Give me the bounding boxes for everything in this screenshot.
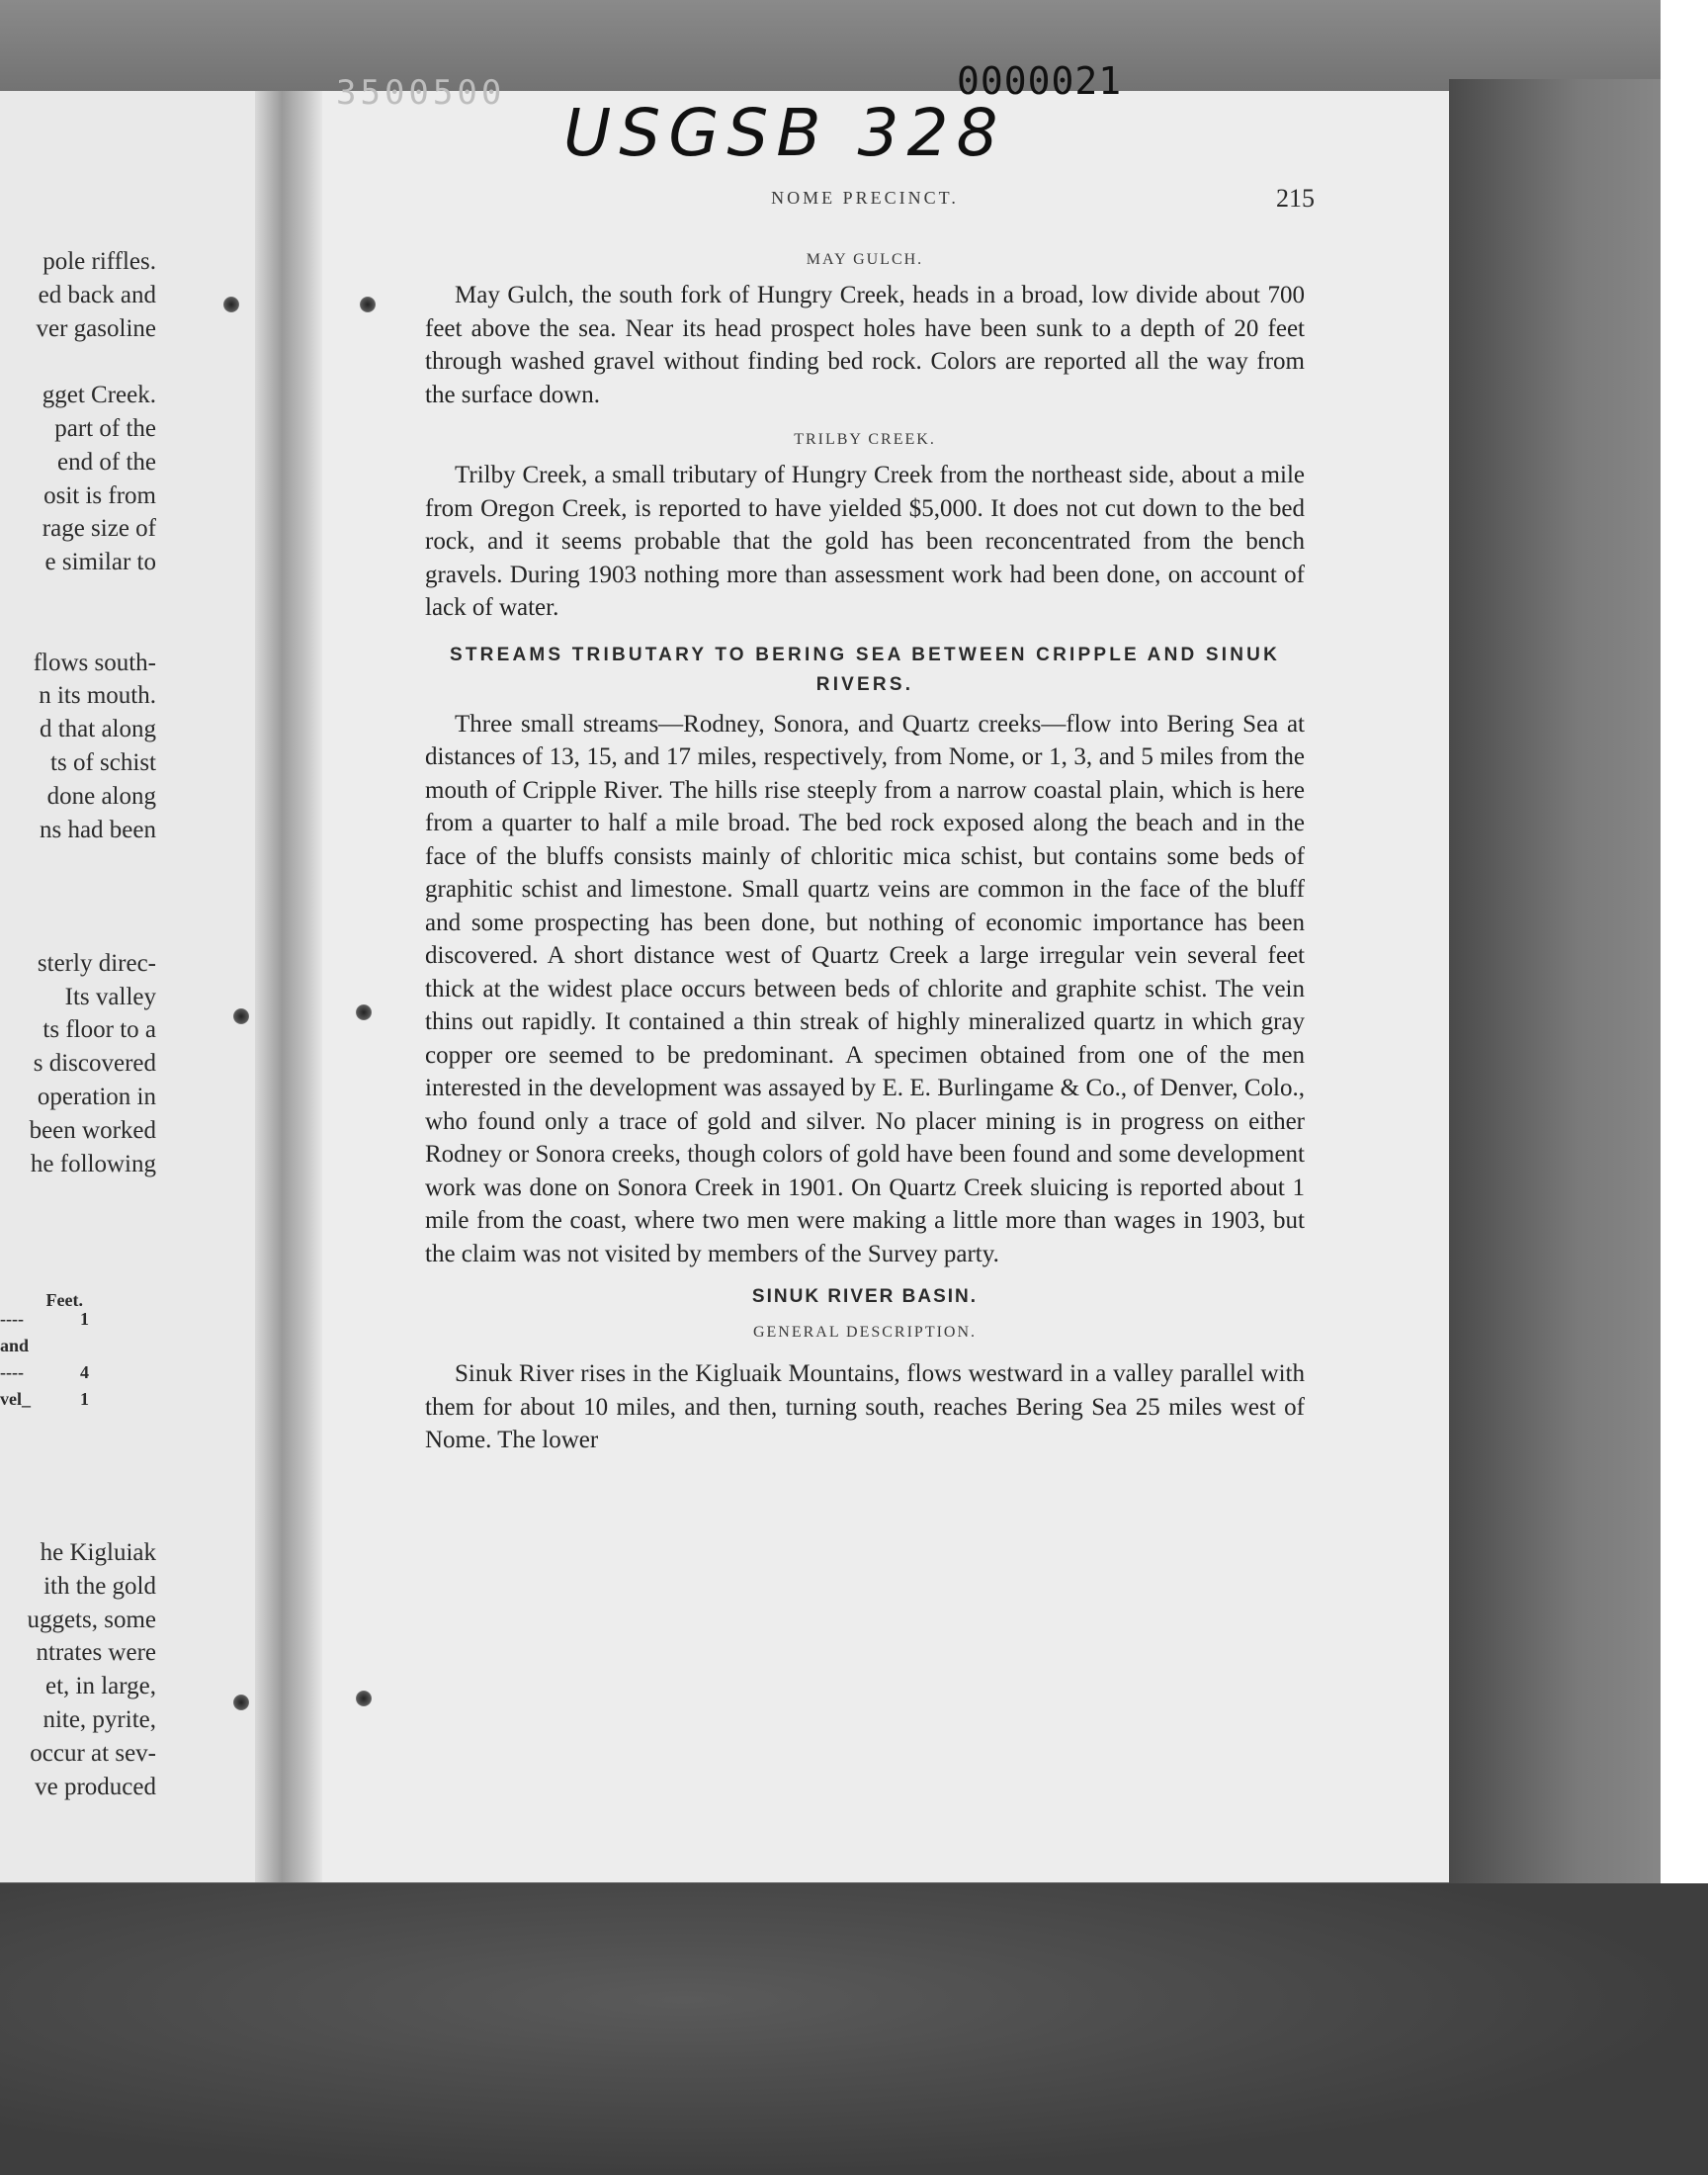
facing-page-line: done along	[46, 782, 156, 810]
facing-page-line: d that along	[39, 716, 156, 743]
section-subhead: TRILBY CREEK.	[794, 431, 936, 448]
page-number: 215	[1276, 184, 1315, 213]
facing-page-line: ts floor to a	[43, 1016, 156, 1044]
section-subhead: GENERAL DESCRIPTION.	[752, 1324, 978, 1341]
facing-page-line: et, in large,	[45, 1673, 156, 1700]
binding-hole	[356, 1691, 372, 1706]
facing-page-line: ntrates were	[36, 1639, 156, 1667]
facing-table-label: vel_	[0, 1389, 31, 1409]
facing-table-value: 4	[80, 1362, 89, 1382]
scan-background-bottom	[0, 1883, 1708, 2175]
facing-page-line: Its valley	[64, 983, 156, 1010]
handwritten-code: USGSB 328	[563, 95, 1006, 171]
facing-page-line: pole riffles.	[43, 248, 156, 275]
book-gutter-shadow	[255, 91, 300, 1882]
facing-page-line: gget Creek.	[42, 382, 156, 409]
facing-page-line: end of the	[57, 448, 156, 476]
running-head	[425, 184, 1315, 218]
facing-page-line: he Kigluiak	[40, 1539, 156, 1566]
stamped-number: 0000021	[957, 59, 1123, 103]
facing-table-label: ----	[0, 1309, 24, 1329]
binding-hole	[233, 1695, 249, 1710]
facing-page-line: been worked	[29, 1116, 156, 1144]
facing-page-line: part of the	[54, 415, 156, 442]
scan-margin-right	[1661, 0, 1708, 2175]
binding-hole	[356, 1004, 372, 1020]
facing-page-line: osit is from	[43, 481, 156, 509]
facing-page-line: e similar to	[44, 549, 156, 576]
facing-page-line: flows south-	[33, 649, 156, 676]
facing-page-line: ns had been	[39, 816, 156, 843]
facing-page-line: uggets, some	[27, 1606, 156, 1633]
binding-hole	[223, 297, 239, 312]
facing-page-line: he following	[30, 1150, 156, 1177]
paragraph: May Gulch, the south fork of Hungry Creek, heads in a broad, low divide about 700 feet above the sea. Near its head prospect holes have been sunk to a depth of 20 feet through washed gravel without finding bed rock. Colors are reported all the way from the surface down.	[425, 282, 1305, 408]
paragraph: Trilby Creek, a small tributary of Hungry Creek from the northeast side, about a mile from Oregon Creek, is reported to have yielded $5,000. It does not cut down to the bed rock, and it seems probable that the gold has been reconcentrated from the bench gravels. During 1903 nothing more than assessment work had been done, on account of lack of water.	[425, 462, 1305, 621]
facing-table-row	[0, 1309, 89, 1330]
facing-page-line: rage size of	[42, 515, 156, 543]
facing-table-row	[0, 1336, 89, 1356]
facing-page	[0, 91, 295, 1882]
facing-table-value: 1	[80, 1309, 89, 1329]
paragraph: Three small streams—Rodney, Sonora, and Quartz creeks—flow into Bering Sea at distances of 13, 15, and 17 miles, respectively, from Nome, or 1, 3, and 5 miles from the mouth of Cripple River. The hills rise steeply from a narrow coastal plain, which is here from a quarter to half a mile broad. The bed rock exposed along the beach and in the face of the bluffs consists mainly of chloritic mica schist, but contains some beds of graphitic schist and limestone. Small quartz veins are common in the face of the bluff and some prospecting has been done, but nothing of economic importance has been discovered. A short distance west of Quartz Creek a large irregular vein several feet thick at the widest place occurs between beds of chlorite and graphite schist. The vein thins out rapidly. It contained a thin streak of highly mineralized quartz in which gray copper ore seemed to be predominant. A specimen obtained from one of the men interested in the development was assayed by E. E. Burlingame & Co., of Denver, Colo., who found only a trace of gold and silver. No placer mining is in progress on either Rodney or Sonora creeks, though colors of gold have been found and some development work was done on Sonora Creek in 1901. On Quartz Creek sluicing is reported about 1 mile from the coast, where two men were making a little more than wages in 1903, but the claim was not visited by members of the Survey party.	[425, 710, 1305, 1267]
facing-table-value: 1	[80, 1389, 89, 1409]
facing-table-label: and	[0, 1336, 30, 1355]
facing-page-line: occur at sev-	[30, 1739, 156, 1767]
facing-page-line: operation in	[37, 1084, 156, 1110]
facing-table-label: ----	[0, 1362, 24, 1382]
facing-page-line: ts of schist	[50, 749, 156, 776]
binding-hole	[360, 297, 376, 312]
facing-table-row	[0, 1362, 89, 1383]
facing-page-line: ve produced	[35, 1773, 156, 1800]
facing-page-line: ver gasoline	[36, 314, 156, 342]
section-heading: STREAMS TRIBUTARY TO BERING SEA BETWEEN CRIPPLE AND SINUK RIVERS.	[449, 644, 1281, 695]
facing-page-line: ith the gold	[43, 1572, 156, 1600]
page-fold	[300, 91, 322, 1882]
section-heading: SINUK RIVER BASIN.	[751, 1286, 979, 1307]
faint-stamp-number: 3500500	[336, 73, 506, 113]
facing-page-line: sterly direc-	[37, 949, 156, 977]
page-content	[425, 245, 1305, 1457]
facing-page-line: s discovered	[33, 1050, 156, 1078]
paragraph: Sinuk River rises in the Kigluaik Mountains, flows westward in a valley parallel with them for about 10 miles, and then, turning south, reaches Bering Sea 25 miles west of Nome. The lower	[425, 1360, 1305, 1453]
binding-hole	[233, 1008, 249, 1024]
facing-table-header: Feet.	[45, 1290, 83, 1310]
section-subhead: MAY GULCH.	[806, 251, 924, 268]
facing-table-row	[0, 1389, 89, 1410]
facing-page-line: n its mouth.	[39, 682, 156, 710]
running-title: NOME PRECINCT.	[771, 188, 959, 208]
facing-page-line: ed back and	[38, 281, 156, 308]
facing-page-line: nite, pyrite,	[43, 1706, 156, 1733]
